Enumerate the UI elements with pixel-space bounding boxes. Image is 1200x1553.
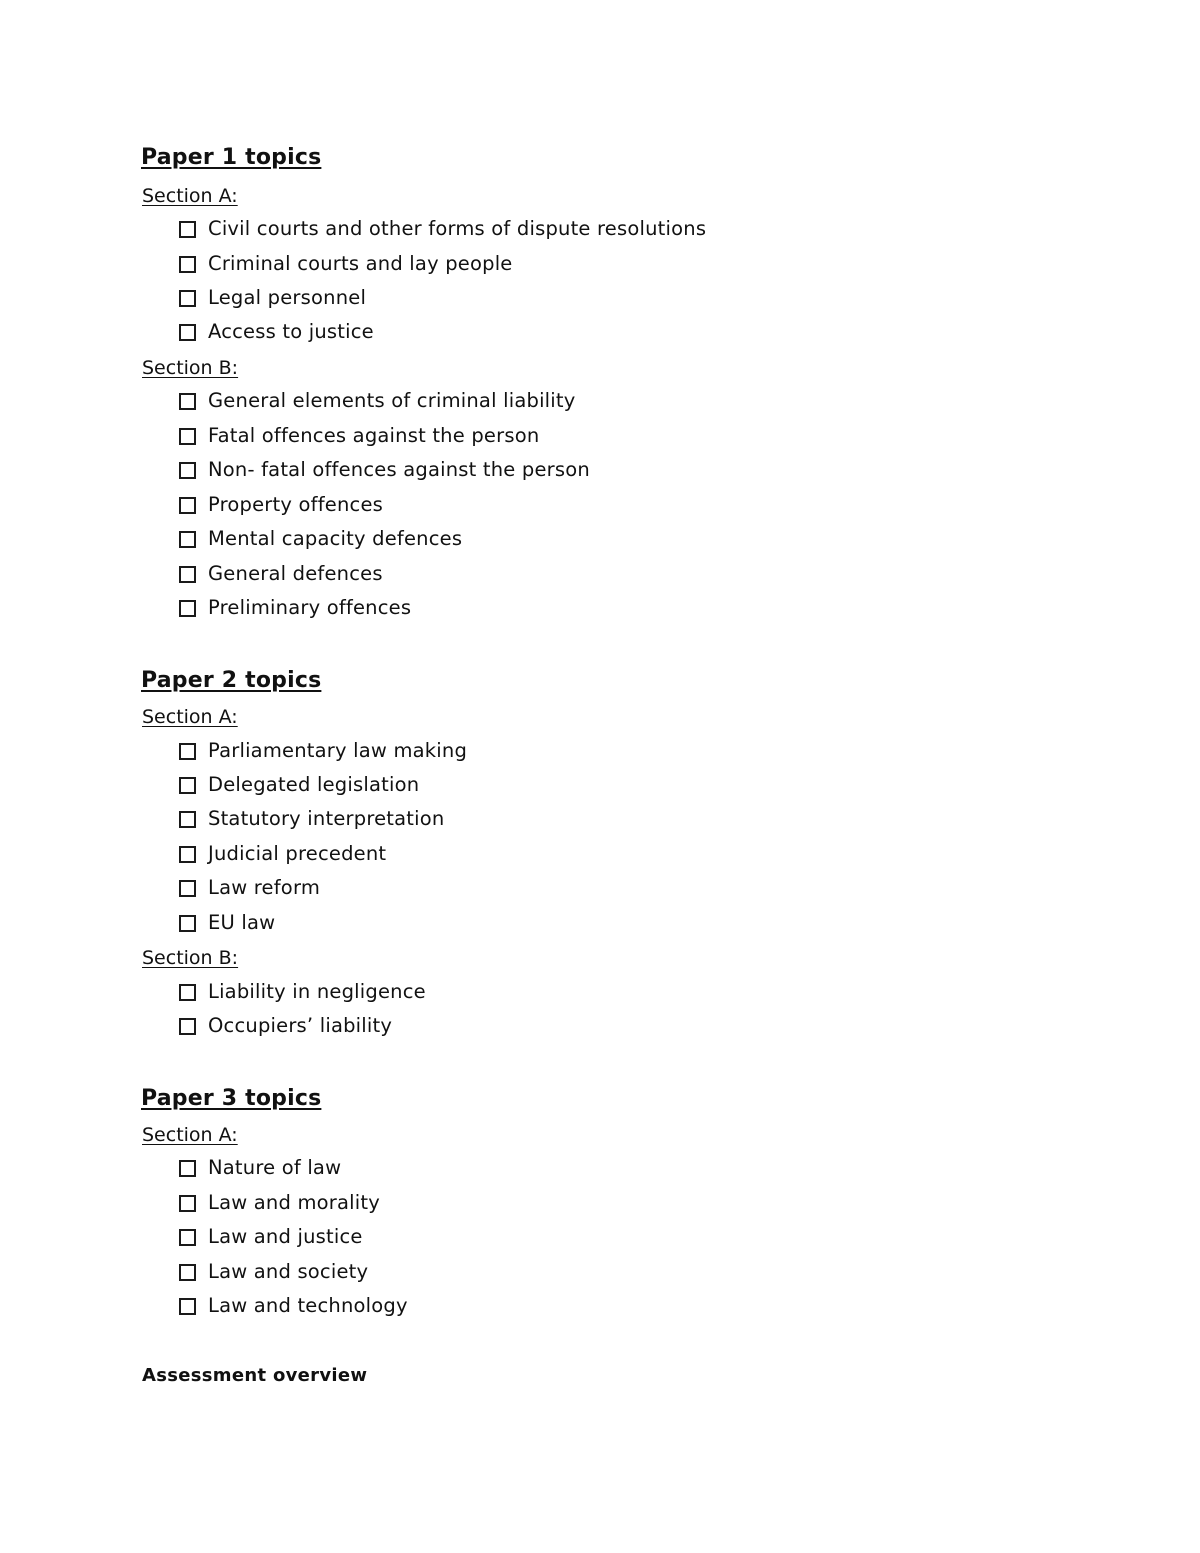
checkbox-icon[interactable]	[179, 811, 196, 828]
checklist-item-label: Civil courts and other forms of dispute resolutions	[208, 217, 707, 240]
checklist-item-label: Nature of law	[208, 1156, 342, 1179]
paper2-heading: Paper 2 topics	[141, 668, 322, 693]
checklist-item-label: Liability in negligence	[208, 980, 426, 1003]
checklist-item[interactable]	[179, 492, 383, 518]
paper1-section-b-label: Section B:	[142, 357, 239, 379]
checkbox-icon[interactable]	[179, 393, 196, 410]
checklist-item[interactable]	[179, 388, 576, 414]
checkbox-icon[interactable]	[179, 290, 196, 307]
checklist-item-label: Law and technology	[208, 1294, 408, 1317]
checkbox-icon[interactable]	[179, 600, 196, 617]
checklist-item[interactable]	[179, 561, 383, 587]
checkbox-icon[interactable]	[179, 324, 196, 341]
checklist-item-label: Criminal courts and lay people	[208, 252, 513, 275]
checklist-item[interactable]	[179, 806, 444, 832]
checklist-item[interactable]	[179, 526, 462, 552]
checklist-item-label: Occupiers’ liability	[208, 1014, 393, 1037]
checklist-item-label: Preliminary offences	[208, 596, 412, 619]
checklist-item[interactable]	[179, 423, 539, 449]
checklist-item[interactable]	[179, 251, 513, 277]
checkbox-icon[interactable]	[179, 221, 196, 238]
checklist-item-label: Property offences	[208, 493, 384, 516]
checklist-item-label: Parliamentary law making	[208, 739, 468, 762]
checklist-item[interactable]	[179, 1293, 408, 1319]
checklist-item-label: Delegated legislation	[208, 773, 420, 796]
checkbox-icon[interactable]	[179, 1018, 196, 1035]
checklist-item-label: EU law	[208, 911, 276, 934]
checkbox-icon[interactable]	[179, 777, 196, 794]
checkbox-icon[interactable]	[179, 256, 196, 273]
checklist-item-label: General defences	[208, 562, 383, 585]
checklist-item-label: General elements of criminal liability	[208, 389, 576, 412]
checkbox-icon[interactable]	[179, 846, 196, 863]
checklist-item-label: Access to justice	[208, 320, 374, 343]
checkbox-icon[interactable]	[179, 1195, 196, 1212]
checklist-item-label: Law and justice	[208, 1225, 363, 1248]
checkbox-icon[interactable]	[179, 1298, 196, 1315]
checklist-item-label: Legal personnel	[208, 286, 367, 309]
checkbox-icon[interactable]	[179, 743, 196, 760]
checkbox-icon[interactable]	[179, 566, 196, 583]
paper3-heading: Paper 3 topics	[141, 1086, 322, 1111]
checkbox-icon[interactable]	[179, 1160, 196, 1177]
paper2-section-a-label: Section A:	[142, 706, 238, 728]
checklist-item-label: Law and morality	[208, 1191, 380, 1214]
paper1-heading: Paper 1 topics	[141, 145, 322, 170]
checklist-item-label: Mental capacity defences	[208, 527, 463, 550]
checkbox-icon[interactable]	[179, 984, 196, 1001]
checkbox-icon[interactable]	[179, 462, 196, 479]
paper1-section-a-label: Section A:	[142, 185, 238, 207]
checklist-item[interactable]	[179, 457, 590, 483]
checklist-item-label: Statutory interpretation	[208, 807, 445, 830]
checkbox-icon[interactable]	[179, 880, 196, 897]
assessment-overview-heading: Assessment overview	[142, 1365, 368, 1386]
checklist-item[interactable]	[179, 1224, 363, 1250]
checklist-item-label: Judicial precedent	[208, 842, 387, 865]
checklist-item[interactable]	[179, 595, 411, 621]
checkbox-icon[interactable]	[179, 531, 196, 548]
checkbox-icon[interactable]	[179, 497, 196, 514]
checklist-item[interactable]	[179, 285, 366, 311]
checklist-item-label: Law and society	[208, 1260, 369, 1283]
checkbox-icon[interactable]	[179, 1264, 196, 1281]
checklist-item[interactable]	[179, 1190, 380, 1216]
checklist-item[interactable]	[179, 1259, 368, 1285]
checklist-item[interactable]	[179, 910, 275, 936]
checklist-item-label: Non- fatal offences against the person	[208, 458, 590, 481]
checklist-item[interactable]	[179, 841, 386, 867]
checklist-item-label: Law reform	[208, 876, 321, 899]
checklist-item[interactable]	[179, 216, 706, 242]
checkbox-icon[interactable]	[179, 1229, 196, 1246]
checkbox-icon[interactable]	[179, 915, 196, 932]
checklist-item[interactable]	[179, 875, 320, 901]
checklist-item-label: Fatal offences against the person	[208, 424, 540, 447]
paper3-section-a-label: Section A:	[142, 1124, 238, 1146]
paper2-section-b-label: Section B:	[142, 947, 239, 969]
checkbox-icon[interactable]	[179, 428, 196, 445]
checklist-item[interactable]	[179, 738, 467, 764]
checklist-item[interactable]	[179, 772, 419, 798]
checklist-item[interactable]	[179, 1013, 392, 1039]
checklist-item[interactable]	[179, 319, 374, 345]
checklist-item[interactable]	[179, 979, 426, 1005]
checklist-item[interactable]	[179, 1155, 341, 1181]
